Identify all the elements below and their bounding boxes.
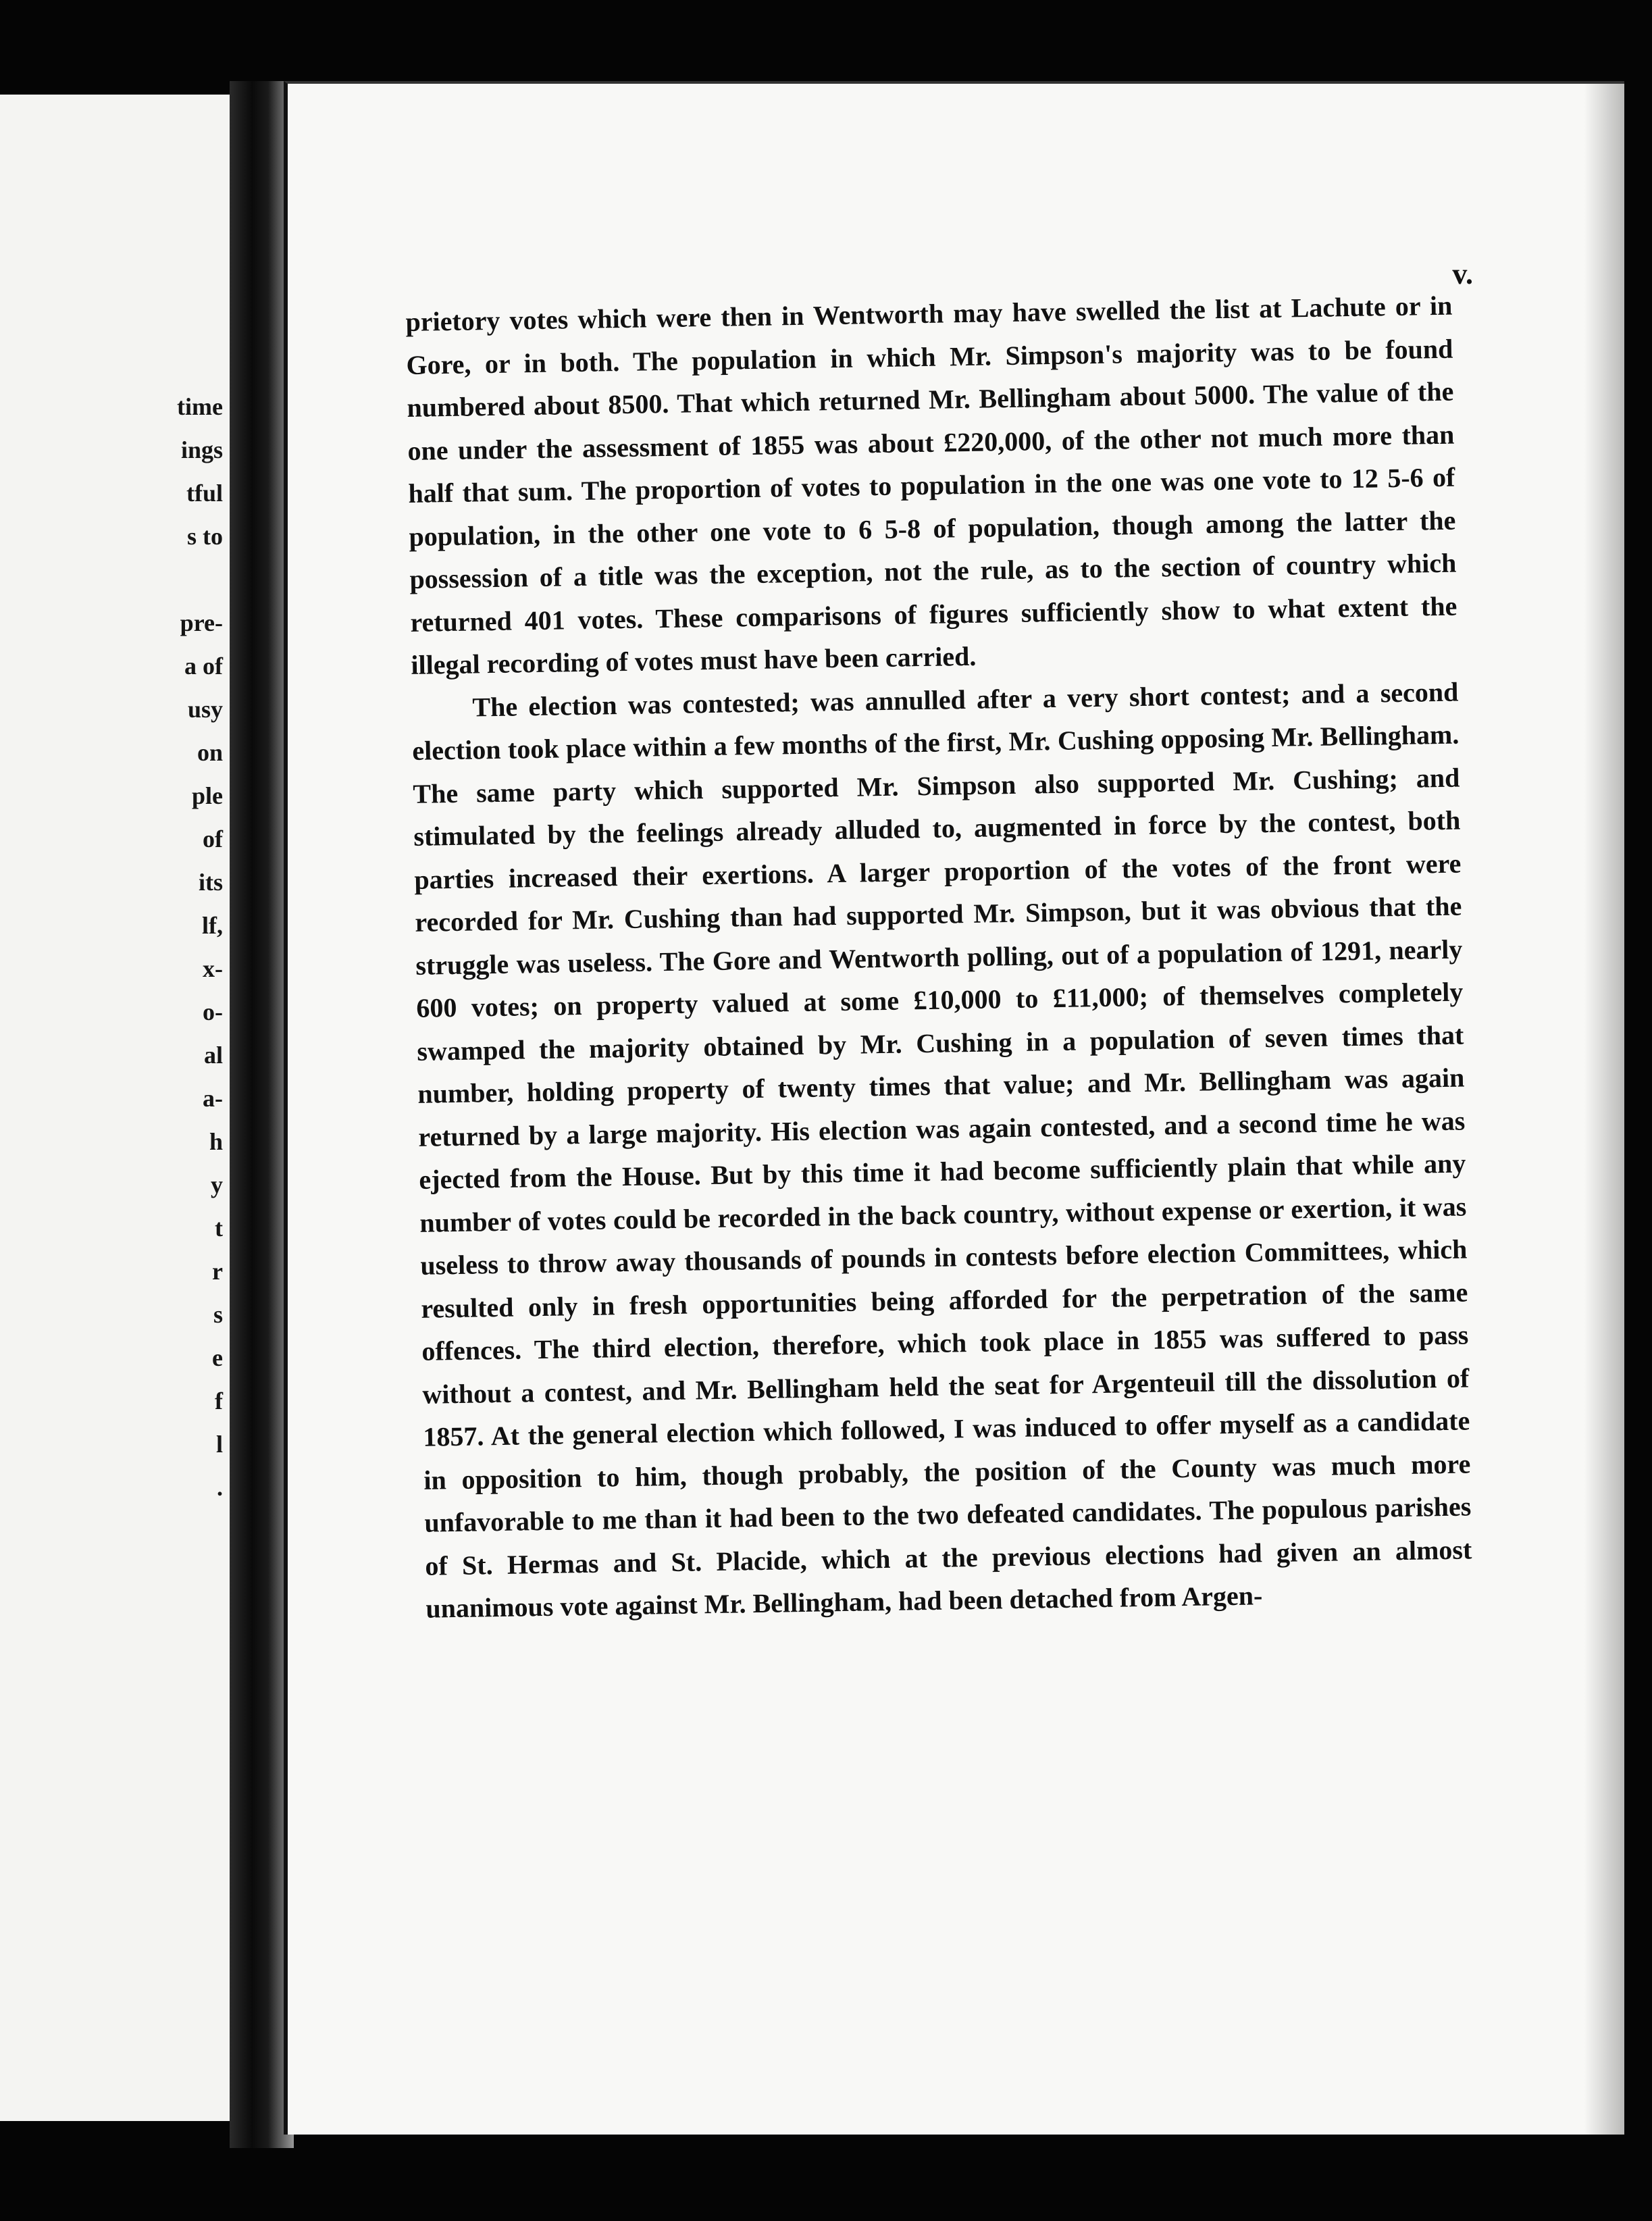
facing-page-line: . [217,1474,223,1501]
facing-page-line: e [212,1344,223,1371]
facing-page-line: usy [187,696,223,723]
page-edge-shadow [1584,84,1624,2135]
facing-page-line: its [199,869,223,896]
facing-page-line: tful [186,480,223,507]
facing-page-line: o- [203,998,223,1025]
facing-page-line: x- [203,955,223,982]
facing-page-line: ple [191,782,223,809]
facing-page-line: a- [203,1085,223,1112]
facing-page-line: h [209,1128,223,1155]
page-number: v. [1452,257,1473,290]
page-body [405,284,1473,1631]
facing-page-line: al [203,1042,223,1069]
facing-page-line: time [177,393,223,420]
facing-page-line: a of [184,653,223,680]
facing-page-line: pre- [180,609,223,636]
facing-page-line [0,558,223,601]
facing-page-line: of [203,825,223,852]
facing-page [0,95,236,2121]
facing-page-line: r [212,1258,223,1285]
facing-page-line: ings [180,436,223,463]
paragraph: The election was contested; was annulled after a very short contest; and a second election took place within a few months of the first, Mr. Cushing opposing Mr. Bellingham. The same party which supported Mr. Simpson also supported Mr. Cushing; and stimulated by the feelings already alluded to, augmented in force by the contest, both parties increased their exertions. A larger proportion of the votes of the front were recorded for Mr. Cushing than had supported Mr. Simpson, but it was obvious that the struggle was useless. The Gore and Wentworth polling, out of a population of 1291, nearly 600 votes; on property valued at some £10,000 to £11,000; of themselves completely swamped the majority obtained by Mr. Cushing in a population of seven times that number, holding property of twenty times that value; and Mr. Bellingham was again returned by a large majority. His election was again contested, and a second time he was ejected from the House. But by this time it had become sufficiently plain that while any number of votes could be recorded in the back country, without expense or exertion, it was useless to throw away thousands of pounds in contests before election Committees, which resulted only in fresh opportunities being afforded for the perpetration of the same offences. The third election, therefore, which took place in 1855 was suffered to pass without a contest, and Mr. Bellingham held the seat for Argenteuil till the dissolution of 1857. At the general election which followed, I was induced to offer myself as a candidate in opposition to him, though probably, the position of the County was much more unfavorable to me than it had been to the two defeated candidates. The populous parishes of St. Hermas and St. Placide, which at the previous elections had given an almost unanimous vote against Mr. Bellingham, had been detached from Argen- [412,676,1472,1624]
facing-page-line: t [215,1215,223,1242]
facing-page-text [0,385,223,1509]
facing-page-line: y [211,1171,223,1198]
facing-page-line: s to [187,523,223,550]
facing-page-line: on [197,739,223,766]
facing-page-line: l [215,1431,223,1458]
facing-page-line: s [213,1301,223,1328]
facing-page-line: f [215,1387,223,1414]
paragraph: prietory votes which were then in Wentworth may have swelled the list at Lachute or in Gore, or in both. The population in which Mr. Simpson's majority was to be found numbered about 8500. That which returned Mr. Bellingham about 5000. The value of the one under the assessment of 1855 was about £220,000, of the other not much more than half that sum. The proportion of votes to population in the one was one vote to 12 5-6 of population, in the other one vote to 6 5-8 of population, though among the latter the possession of a title was the exception, not the rule, as to the section of country which returned 401 votes. These comparisons of figures sufficiently show to what extent the illegal recording of votes must have been carried. [405,290,1457,680]
facing-page-line: lf, [202,912,223,939]
